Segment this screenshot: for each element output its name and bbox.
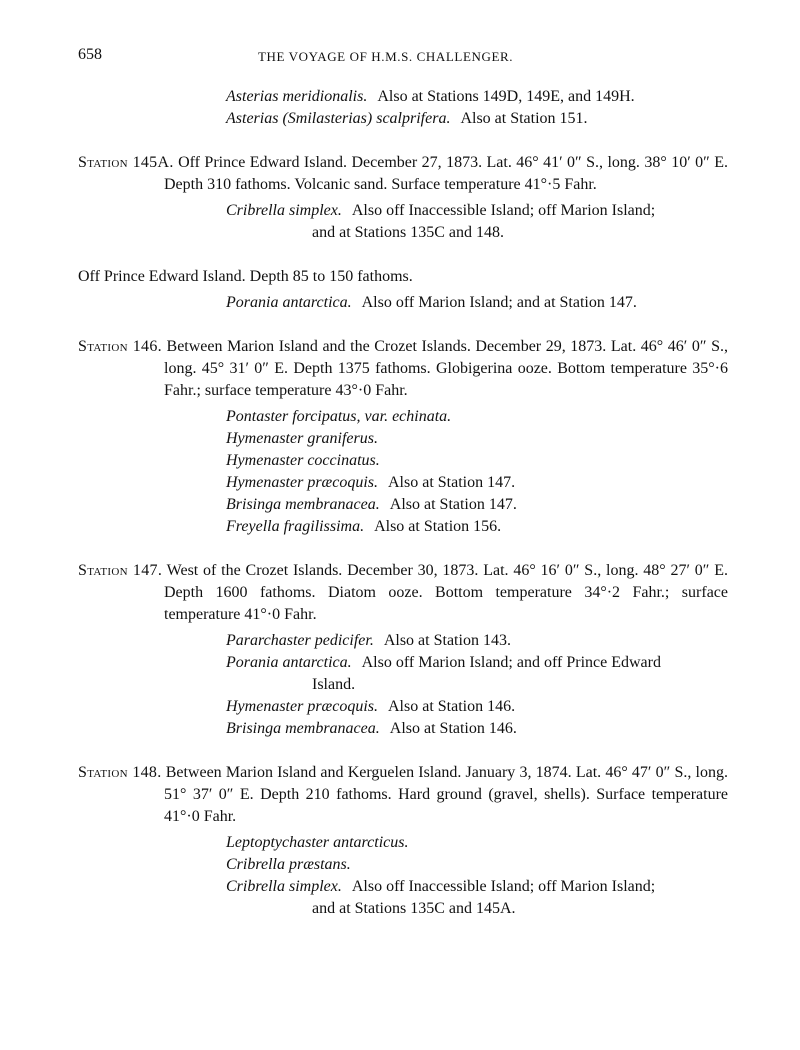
station-section: [78, 266, 728, 314]
species-name: Brisinga membranacea.: [226, 720, 380, 737]
species-name: Porania antarctica.: [226, 294, 352, 311]
species-name: Hymenaster præcoquis.: [226, 474, 378, 491]
station-description: [78, 336, 728, 402]
species-name: Cribrella præstans.: [226, 856, 351, 873]
station-description: [78, 560, 728, 626]
station-section: [78, 336, 728, 538]
species-name: Pararchaster pedicifer.: [226, 632, 374, 649]
species-note: Also at Station 146.: [387, 698, 516, 715]
station-details: Off Prince Edward Island. December 27, 1873. Lat. 46° 41′ 0″ S., long. 38° 10′ 0″ E. Depth 310 fathoms. Volcanic sand. Surface temperature 41°·5 Fahr.: [164, 154, 729, 193]
station-description: [78, 762, 728, 828]
species-note: Also at Stations 149D, 149E, and 149H.: [377, 88, 635, 105]
station-description: [78, 152, 728, 196]
species-entry: [226, 832, 728, 854]
species-entry: [226, 696, 728, 718]
page-content: [78, 86, 728, 920]
station-details: Off Prince Edward Island. Depth 85 to 150 fathoms.: [78, 268, 413, 285]
station-label: Station 145A.: [78, 154, 174, 171]
species-note: Also at Station 147.: [389, 496, 517, 513]
species-name: Cribrella simplex.: [226, 878, 342, 895]
species-note: Also at Station 147.: [387, 474, 516, 491]
species-entry: [226, 494, 728, 516]
station-label: Station 146.: [78, 338, 162, 355]
species-entry: [226, 86, 728, 108]
species-note-continuation: and at Stations 135C and 148.: [312, 224, 504, 241]
species-note-continuation: Island.: [312, 676, 356, 693]
species-name: Pontaster forcipatus, var. echinata.: [226, 408, 452, 425]
species-name: Asterias meridionalis.: [226, 88, 368, 105]
station-species-list: [78, 630, 728, 740]
species-note: Also off Inaccessible Island; off Marion Island;: [351, 202, 656, 219]
species-entry: [226, 292, 728, 314]
species-name: Freyella fragilissima.: [226, 518, 365, 535]
species-entry: [226, 876, 728, 920]
species-note: Also at Station 143.: [383, 632, 511, 649]
species-note-continuation: and at Stations 135C and 145A.: [312, 900, 516, 917]
station-description: [78, 266, 728, 288]
species-name: Asterias (Smilasterias) scalprifera.: [226, 110, 451, 127]
station-species-list: [78, 832, 728, 920]
species-name: Hymenaster graniferus.: [226, 430, 378, 447]
species-entry: [226, 406, 728, 428]
station-details: Between Marion Island and the Crozet Islands. December 29, 1873. Lat. 46° 46′ 0″ S., long. 45° 31′ 0″ E. Depth 1375 fathoms. Globigerina ooze. Bottom temperature 35°·6 Fahr.; surface temperature 43°·0 Fahr.: [164, 338, 728, 399]
species-entry: [226, 450, 728, 472]
species-entry: [226, 718, 728, 740]
species-entry: [226, 108, 728, 130]
species-name: Hymenaster coccinatus.: [226, 452, 380, 469]
station-details: Between Marion Island and Kerguelen Island. January 3, 1874. Lat. 46° 47′ 0″ S., long. 51° 37′ 0″ E. Depth 210 fathoms. Hard ground (gravel, shells). Surface temperature 41°·0 Fahr.: [164, 764, 728, 825]
species-note: Also at Station 151.: [460, 110, 588, 127]
page-header: [78, 44, 728, 66]
species-entry: [226, 630, 728, 652]
species-entry: [226, 854, 728, 876]
species-entry: [226, 516, 728, 538]
species-entry: [226, 652, 728, 696]
station-sections: [78, 152, 728, 920]
station-section: [78, 560, 728, 740]
species-name: Hymenaster præcoquis.: [226, 698, 378, 715]
station-details: West of the Crozet Islands. December 30, 1873. Lat. 46° 16′ 0″ S., long. 48° 27′ 0″ E. Depth 1600 fathoms. Diatom ooze. Bottom temperature 34°·2 Fahr.; surface temperature 41°·0 Fahr.: [164, 562, 728, 623]
station-label: Station 147.: [78, 562, 163, 579]
species-name: Leptoptychaster antarcticus.: [226, 834, 409, 851]
species-name: Brisinga membranacea.: [226, 496, 380, 513]
species-entry: [226, 200, 728, 244]
species-entry: [226, 472, 728, 494]
species-entry: [226, 428, 728, 450]
station-species-list: [78, 406, 728, 538]
station-label: Station 148.: [78, 764, 162, 781]
page-number: 658: [78, 46, 102, 63]
station-section: [78, 762, 728, 920]
station-species-list: [78, 200, 728, 244]
station-section: [78, 152, 728, 244]
species-name: Porania antarctica.: [226, 654, 352, 671]
species-name: Cribrella simplex.: [226, 202, 342, 219]
species-note: Also off Marion Island; and off Prince Edward: [361, 654, 661, 671]
species-note: Also off Inaccessible Island; off Marion Island;: [351, 878, 656, 895]
species-note: Also off Marion Island; and at Station 147.: [361, 294, 637, 311]
species-note: Also at Station 156.: [374, 518, 502, 535]
intro-species-list: [78, 86, 728, 130]
running-head: THE VOYAGE OF H.M.S. CHALLENGER.: [258, 49, 514, 64]
station-species-list: [78, 292, 728, 314]
species-note: Also at Station 146.: [389, 720, 517, 737]
